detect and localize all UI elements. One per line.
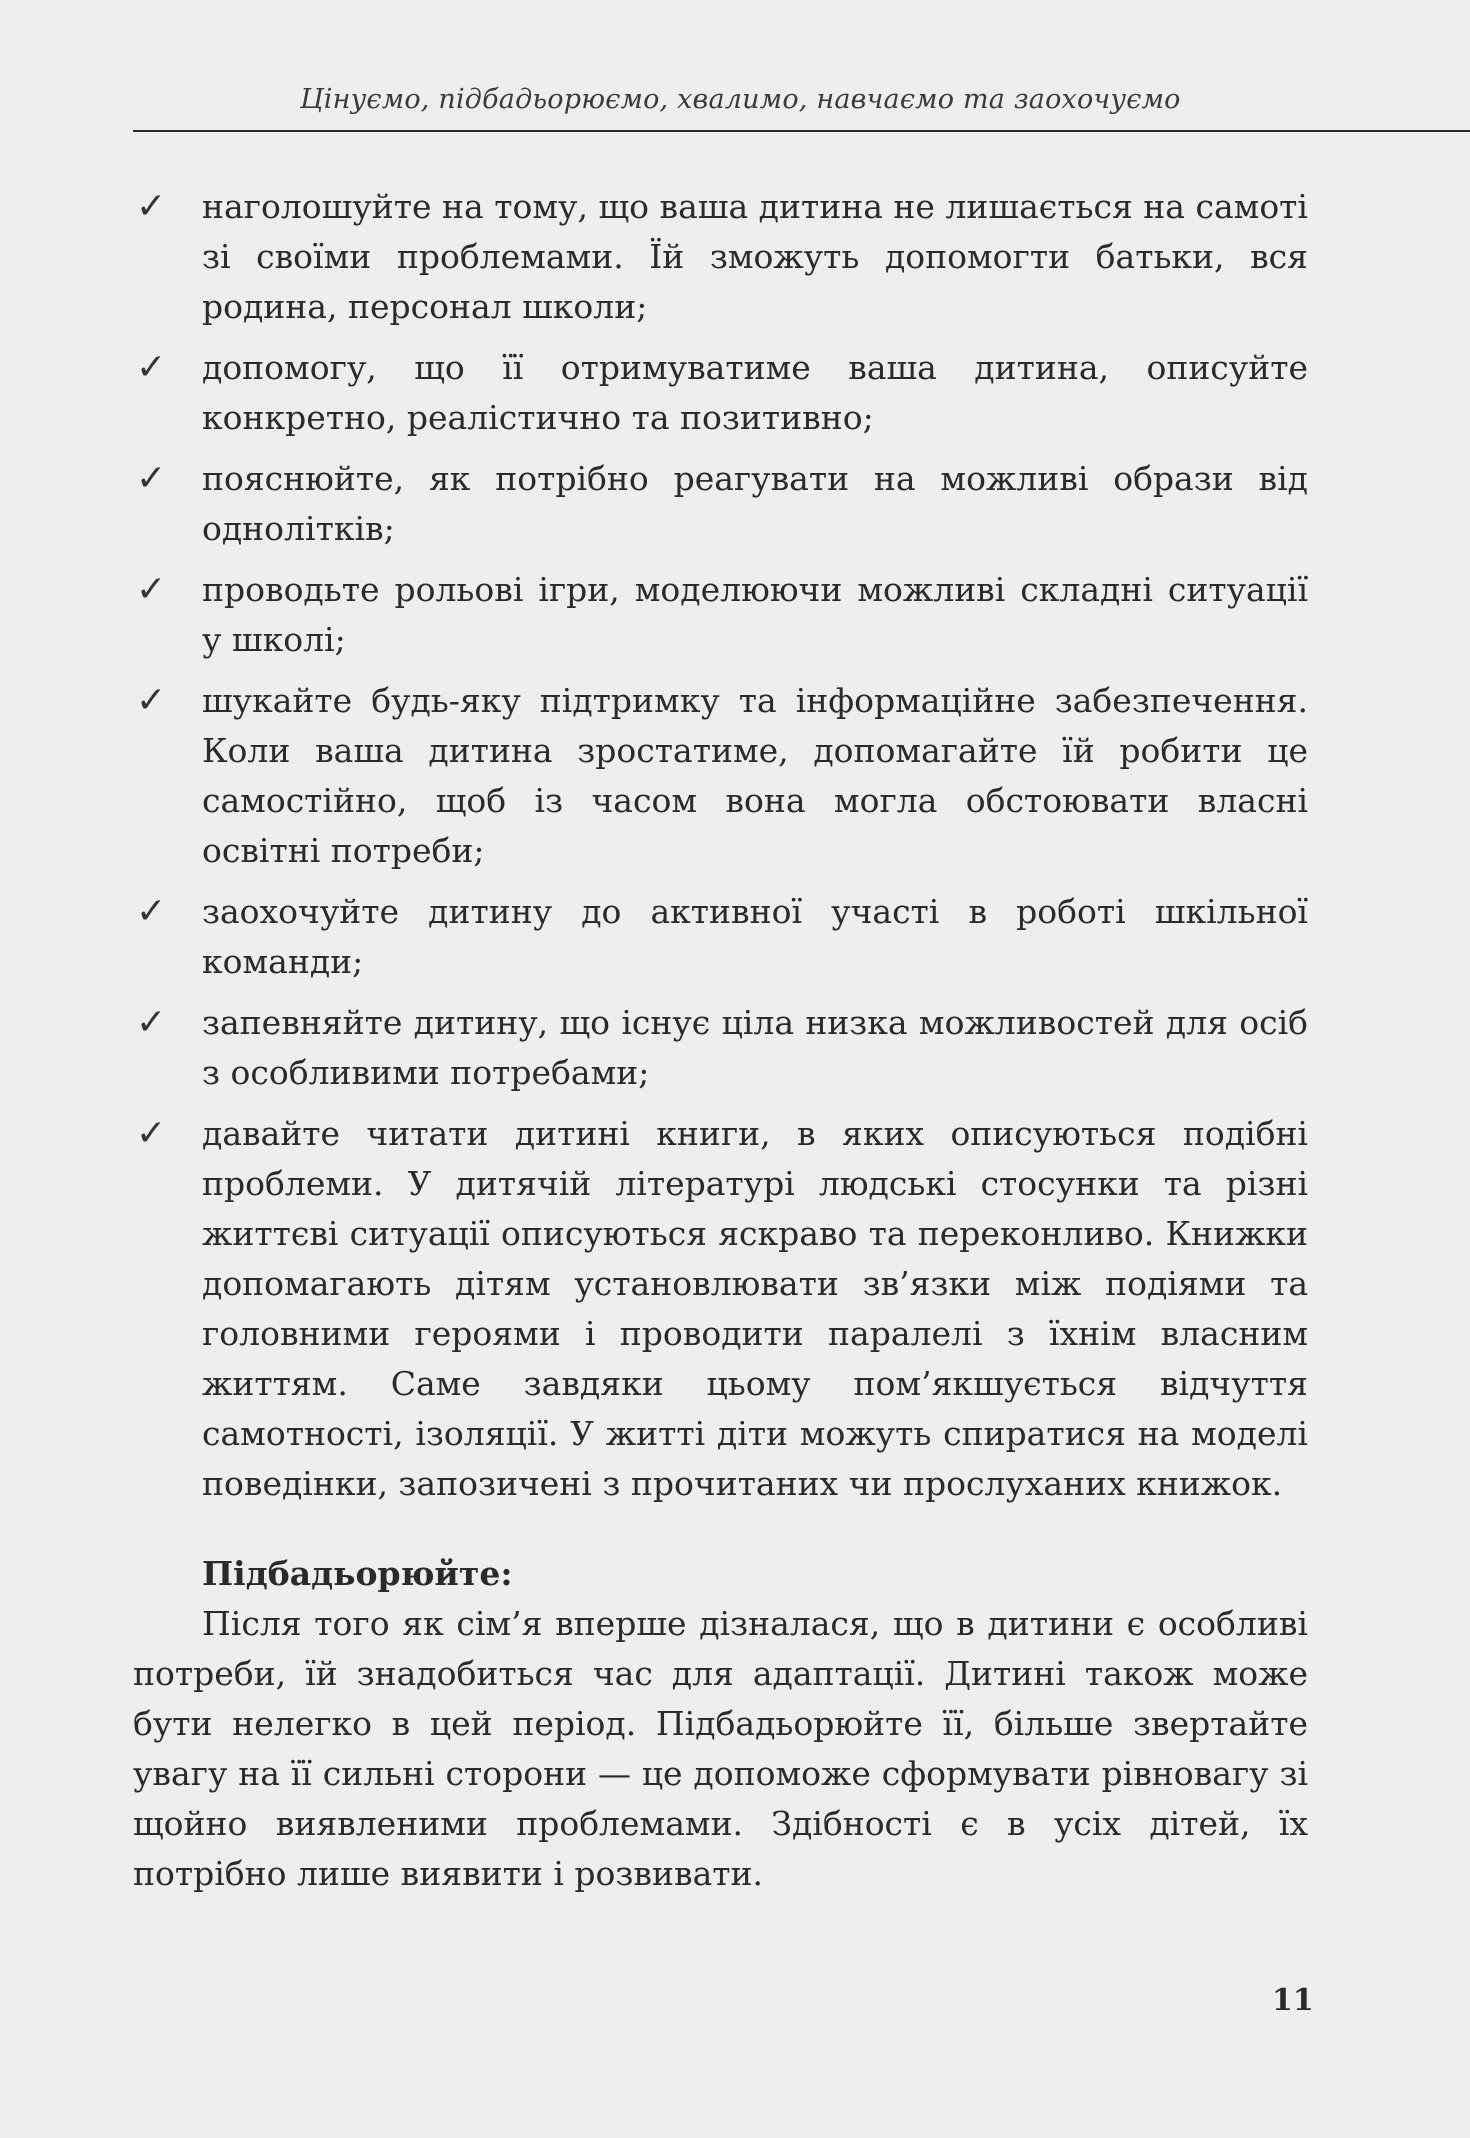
checklist-item: [133, 343, 1308, 443]
section-paragraph: Після того як сім’я вперше дізналася, що в дитини є особливі потреби, їй знадобиться час для адаптації. Дитині також може бути нелегко в цей період. Підбадьорюйте її, більше звертайте увагу на її сильні сторони — це допоможе сформувати рівновагу зі щойно виявленими проблемами. Здібності є в усіх дітей, їх потрібно лише виявити і розвивати.: [133, 1604, 1308, 1893]
checklist-item: [133, 676, 1308, 876]
checklist-item: [133, 1109, 1308, 1509]
checklist: [133, 182, 1308, 1509]
checkmark-icon: ✓: [136, 680, 167, 721]
running-header: Цінуємо, підбадьорюємо, хвалимо, навчаємо та заохочуємо: [300, 84, 1181, 115]
checklist-item: [133, 887, 1308, 987]
checklist-item: [133, 565, 1308, 665]
checklist-item-text: наголошуйте на тому, що ваша дитина не лишається на самоті зі своїми проблемами. Їй зможуть допомогти батьки, вся родина, персонал школи;: [202, 187, 1308, 326]
checklist-item-text: допомогу, що її отримуватиме ваша дитина, описуйте конкретно, реалістично та позитивно;: [202, 348, 1308, 437]
checklist-item-text: заохочуйте дитину до активної участі в роботі шкільної команди;: [202, 892, 1308, 981]
checklist-item-text: давайте читати дитині книги, в яких описуються подібні проблеми. У дитячій літературі людські стосунки та різні життєві ситуації описуються яскраво та переконливо. Книжки допомагають дітям установлювати зв’язки між подіями та головними героями і проводити паралелі з їхнім власним життям. Саме завдяки цьому пом’якшується відчуття самотності, ізоляції. У житті діти можуть спиратися на моделі поведінки, запозичені з прочитаних чи прослуханих книжок.: [202, 1114, 1308, 1503]
checkmark-icon: ✓: [136, 347, 167, 388]
checkmark-icon: ✓: [136, 1002, 167, 1043]
checklist-item: [133, 182, 1308, 332]
section-heading: Підбадьорюйте:: [202, 1554, 513, 1593]
page-number: 11: [1272, 1983, 1314, 2018]
checklist-item-text: шукайте будь-яку підтримку та інформаційне забезпечення. Коли ваша дитина зростатиме, допомагайте їй робити це самостійно, щоб із часом вона могла обстоювати власні освітні потреби;: [202, 681, 1308, 870]
checklist-item-text: запевняйте дитину, що існує ціла низка можливостей для осіб з особливими потребами;: [202, 1003, 1308, 1092]
checklist-item: [133, 998, 1308, 1098]
page-content: [133, 182, 1308, 1899]
checklist-item: [133, 454, 1308, 554]
checklist-item-text: пояснюйте, як потрібно реагувати на можливі образи від однолітків;: [202, 459, 1308, 548]
checkmark-icon: ✓: [136, 891, 167, 932]
checklist-item-text: проводьте рольові ігри, моделюючи можливі складні ситуації у школі;: [202, 570, 1308, 659]
checkmark-icon: ✓: [136, 569, 167, 610]
header-rule: [133, 130, 1470, 132]
checkmark-icon: ✓: [136, 458, 167, 499]
checkmark-icon: ✓: [136, 1113, 167, 1154]
checkmark-icon: ✓: [136, 186, 167, 227]
